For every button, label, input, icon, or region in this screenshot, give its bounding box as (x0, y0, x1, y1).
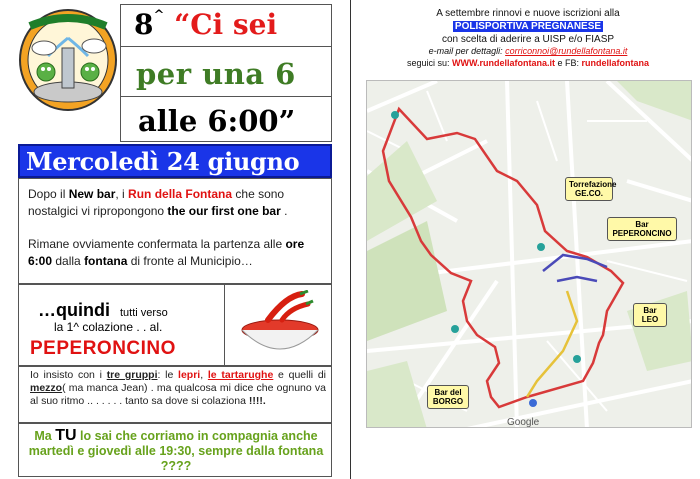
map-pin-icon (573, 355, 581, 363)
chili-soup-icon (238, 290, 322, 362)
map-pin-icon (529, 399, 537, 407)
title-line-3: alle 6:00” (138, 104, 296, 138)
title-line-2: per una 6 (136, 57, 296, 91)
closing-text: Ma TU lo sai che corriamo in compagnia anche martedì e giovedì alle 19:30, sempre dalla fontana ???? (28, 427, 324, 473)
breakfast-colazione: la 1^ colazione . . al. (54, 320, 163, 334)
breakfast-quindi: …quindi tutti verso (38, 300, 168, 320)
map-brand: Google (507, 417, 540, 428)
header-line-4: e-mail per dettagli: corriconnoi@rundellafontana.it (428, 46, 628, 56)
intro-paragraph-1: Dopo il New bar, i Run della Fontana che sono nostalgici vi ripropongono the our first one bar . (28, 187, 288, 218)
label-torrefazione: Torrefazione GE.CO. (565, 177, 613, 201)
logo (18, 8, 118, 112)
breakfast-place: PEPERONCINO (30, 338, 176, 359)
website-link[interactable]: WWW.rundellafontana.it (452, 58, 555, 68)
column-divider (350, 0, 351, 479)
route-map-svg (367, 81, 692, 428)
run-della-fontana-logo (18, 8, 118, 112)
route-map[interactable] (366, 80, 692, 428)
label-leo: Bar LEO (633, 303, 667, 327)
groups-note: Io insisto con i tre gruppi: le lepri, le tartarughe e quelli di mezzo( ma manca Jean) . ma qualcosa mi dice che ognuno va al suo ritmo .. . . . . . tanto sa dove si colaziona !!!!. (30, 369, 327, 407)
facebook-link[interactable]: rundellafontana (581, 58, 650, 68)
closing-box (18, 423, 332, 477)
email-link[interactable]: corriconnoi@rundellafontana.it (505, 46, 628, 56)
map-pin-icon (451, 325, 459, 333)
map-pin-icon (391, 111, 399, 119)
title-frame (120, 4, 332, 142)
title-line-1: 8^ “Ci sei (134, 8, 278, 41)
header-line-3: con scelta di aderire a UISP e/o FIASP (441, 34, 615, 45)
header-line-2: POLISPORTIVA PREGNANESE (454, 21, 602, 32)
label-borgo: Bar del BORGO (427, 385, 469, 409)
header-line-1: A settembre rinnovi e nuove iscrizioni alla (436, 8, 620, 19)
event-date: Mercoledì 24 giugno (26, 147, 300, 176)
map-pin-icon (537, 243, 545, 251)
label-peperoncino: Bar PEPERONCINO (607, 217, 677, 241)
intro-paragraph-2: Rimane ovviamente confermata la partenza alle ore 6:00 dalla fontana di fronte al Municipio… (28, 237, 305, 268)
header-line-5: seguici su: WWW.rundellafontana.it e FB: rundellafontana (406, 58, 650, 68)
date-banner (18, 144, 332, 178)
